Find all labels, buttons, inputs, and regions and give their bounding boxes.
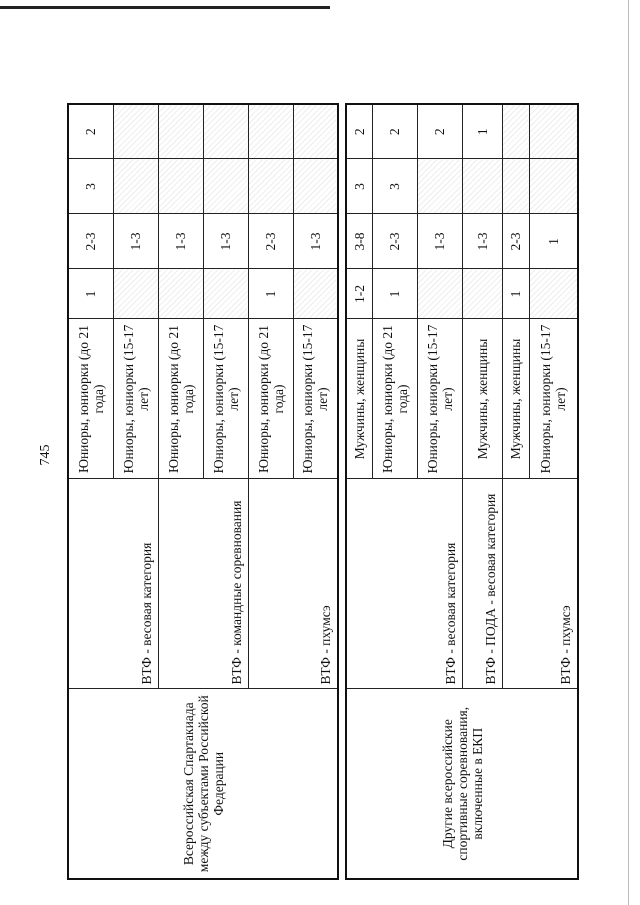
discipline-name: ВТФ - весовая категория [68,479,158,689]
age-group: Юниоры, юниорки (15-17 лет) [529,319,578,479]
place-range-cell: 1 [248,269,293,319]
place-range-cell [203,104,248,159]
discipline-name: ВТФ - командные соревнования [158,479,248,689]
place-range-cell: 1 [372,269,417,319]
age-group: Мужчины, женщины [462,319,502,479]
discipline-name: ВТФ - весовая категория [346,479,462,689]
place-range-cell: 2 [346,104,372,159]
place-range-cell: 1 [68,269,113,319]
page-number: 745 [38,444,53,466]
age-group: Юниоры, юниорки (до 21 года) [248,319,293,479]
discipline-name: ВТФ - ПОДА - весовая категория [462,479,502,689]
place-range-cell [293,159,338,214]
age-group: Юниоры, юниорки (до 21 года) [68,319,113,479]
place-range-cell: 2-3 [502,214,529,269]
place-range-cell: 2-3 [68,214,113,269]
scan-page-edge [628,0,629,905]
age-group: Юниоры, юниорки (15-17 лет) [203,319,248,479]
place-range-cell: 2-3 [372,214,417,269]
competition-table-section [67,103,339,880]
place-range-cell: 1 [529,214,578,269]
place-range-cell [158,104,203,159]
place-range-cell: 3 [372,159,417,214]
place-range-cell: 1-2 [346,269,372,319]
place-range-cell: 1-3 [158,214,203,269]
rotated-table-container [67,105,578,880]
age-group: Мужчины, женщины [346,319,372,479]
place-range-cell: 1-3 [417,214,462,269]
age-group: Юниоры, юниорки (до 21 года) [158,319,203,479]
age-group: Юниоры, юниорки (до 21 года) [372,319,417,479]
place-range-cell [248,104,293,159]
place-range-cell [462,159,502,214]
competition-table-section [345,103,579,880]
place-range-cell [529,159,578,214]
place-range-cell [293,269,338,319]
place-range-cell [203,269,248,319]
place-range-cell: 3-8 [346,214,372,269]
place-range-cell [113,269,158,319]
place-range-cell [502,159,529,214]
place-range-cell: 1-3 [113,214,158,269]
place-range-cell [417,159,462,214]
discipline-name: ВТФ - пхумсэ [248,479,338,689]
age-group: Мужчины, женщины [502,319,529,479]
place-range-cell: 2 [417,104,462,159]
place-range-cell [462,269,502,319]
place-range-cell: 2-3 [248,214,293,269]
place-range-cell: 1-3 [293,214,338,269]
place-range-cell: 1 [462,104,502,159]
place-range-cell: 2 [68,104,113,159]
place-range-cell [529,104,578,159]
place-range-cell [417,269,462,319]
place-range-cell [158,159,203,214]
place-range-cell: 1 [502,269,529,319]
place-range-cell [203,159,248,214]
competition-name: Всероссийская Спартакиада между субъектами Российской Федерации [68,689,338,879]
place-range-cell [248,159,293,214]
place-range-cell [502,104,529,159]
place-range-cell [293,104,338,159]
place-range-cell [113,104,158,159]
place-range-cell [529,269,578,319]
age-group: Юниоры, юниорки (15-17 лет) [293,319,338,479]
discipline-name: ВТФ - пхумсэ [502,479,578,689]
place-range-cell: 2 [372,104,417,159]
place-range-cell [158,269,203,319]
place-range-cell: 1-3 [203,214,248,269]
place-range-cell: 1-3 [462,214,502,269]
table-row [68,104,113,879]
scan-edge-line [0,6,330,9]
age-group: Юниоры, юниорки (15-17 лет) [113,319,158,479]
place-range-cell [113,159,158,214]
place-range-cell: 3 [346,159,372,214]
competition-name: Другие всероссийские спортивные соревнования, включенные в ЕКП [346,689,578,879]
place-range-cell: 3 [68,159,113,214]
age-group: Юниоры, юниорки (15-17 лет) [417,319,462,479]
table-row [346,104,372,879]
